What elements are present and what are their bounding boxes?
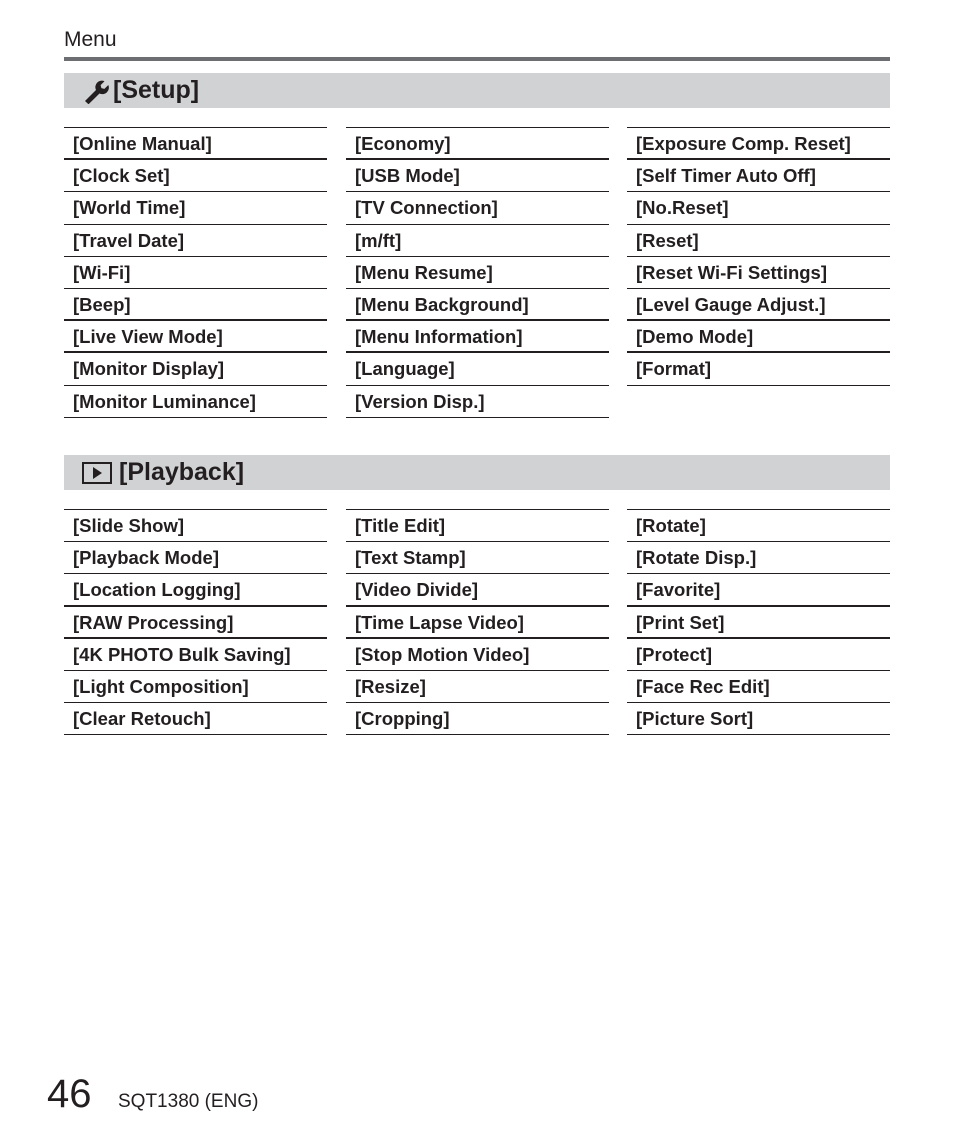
page-number: 46 xyxy=(47,1072,92,1116)
playback-item-time-lapse-video: [Time Lapse Video] xyxy=(346,607,609,639)
section-title-playback: [Playback] xyxy=(119,458,245,486)
document-code: SQT1380 (ENG) xyxy=(118,1091,259,1112)
playback-item-location-logging: [Location Logging] xyxy=(64,574,327,606)
setup-item-reset-wi-fi-settings: [Reset Wi-Fi Settings] xyxy=(627,257,890,289)
setup-item-menu-resume: [Menu Resume] xyxy=(346,257,609,289)
playback-item-rotate-disp: [Rotate Disp.] xyxy=(627,542,890,574)
setup-item-version-disp: [Version Disp.] xyxy=(346,386,609,418)
setup-item-menu-background: [Menu Background] xyxy=(346,289,609,321)
setup-item-live-view-mode: [Live View Mode] xyxy=(64,321,327,353)
setup-item-language: [Language] xyxy=(346,353,609,385)
setup-item-reset: [Reset] xyxy=(627,225,890,257)
setup-item-level-gauge-adjust: [Level Gauge Adjust.] xyxy=(627,289,890,321)
playback-item-text-stamp: [Text Stamp] xyxy=(346,542,609,574)
setup-item-online-manual: [Online Manual] xyxy=(64,128,327,160)
setup-item-clock-set: [Clock Set] xyxy=(64,160,327,192)
setup-column-2 xyxy=(346,127,609,418)
playback-item-rotate: [Rotate] xyxy=(627,510,890,542)
playback-column-3 xyxy=(627,509,890,735)
setup-item-monitor-display: [Monitor Display] xyxy=(64,353,327,385)
setup-item-format: [Format] xyxy=(627,353,890,385)
playback-column-2 xyxy=(346,509,609,735)
playback-item-4k-photo-bulk-saving: [4K PHOTO Bulk Saving] xyxy=(64,639,327,671)
setup-item-tv-connection: [TV Connection] xyxy=(346,192,609,224)
setup-item-economy: [Economy] xyxy=(346,128,609,160)
setup-item-menu-information: [Menu Information] xyxy=(346,321,609,353)
playback-item-raw-processing: [RAW Processing] xyxy=(64,607,327,639)
setup-column-3 xyxy=(627,127,890,386)
setup-item-travel-date: [Travel Date] xyxy=(64,225,327,257)
section-title-setup: [Setup] xyxy=(113,76,200,104)
page-header-title: Menu xyxy=(64,28,117,51)
playback-item-video-divide: [Video Divide] xyxy=(346,574,609,606)
playback-item-protect: [Protect] xyxy=(627,639,890,671)
setup-item-wi-fi: [Wi-Fi] xyxy=(64,257,327,289)
setup-item-usb-mode: [USB Mode] xyxy=(346,160,609,192)
setup-item-beep: [Beep] xyxy=(64,289,327,321)
wrench-icon xyxy=(82,77,109,104)
setup-item-demo-mode: [Demo Mode] xyxy=(627,321,890,353)
setup-section-header xyxy=(64,73,890,108)
setup-item-exposure-comp-reset: [Exposure Comp. Reset] xyxy=(627,128,890,160)
setup-item-self-timer-auto-off: [Self Timer Auto Off] xyxy=(627,160,890,192)
setup-column-1 xyxy=(64,127,327,418)
header-divider xyxy=(64,57,890,61)
playback-icon xyxy=(82,462,112,484)
playback-item-title-edit: [Title Edit] xyxy=(346,510,609,542)
playback-item-playback-mode: [Playback Mode] xyxy=(64,542,327,574)
playback-item-picture-sort: [Picture Sort] xyxy=(627,703,890,735)
playback-item-slide-show: [Slide Show] xyxy=(64,510,327,542)
playback-item-resize: [Resize] xyxy=(346,671,609,703)
setup-item-world-time: [World Time] xyxy=(64,192,327,224)
setup-item-m-ft: [m/ft] xyxy=(346,225,609,257)
playback-item-clear-retouch: [Clear Retouch] xyxy=(64,703,327,735)
playback-item-face-rec-edit: [Face Rec Edit] xyxy=(627,671,890,703)
setup-item-no-reset: [No.Reset] xyxy=(627,192,890,224)
playback-item-light-composition: [Light Composition] xyxy=(64,671,327,703)
playback-item-stop-motion-video: [Stop Motion Video] xyxy=(346,639,609,671)
playback-section-header xyxy=(64,455,890,490)
playback-item-favorite: [Favorite] xyxy=(627,574,890,606)
playback-item-cropping: [Cropping] xyxy=(346,703,609,735)
playback-item-print-set: [Print Set] xyxy=(627,607,890,639)
playback-column-1 xyxy=(64,509,327,735)
setup-item-monitor-luminance: [Monitor Luminance] xyxy=(64,386,327,418)
